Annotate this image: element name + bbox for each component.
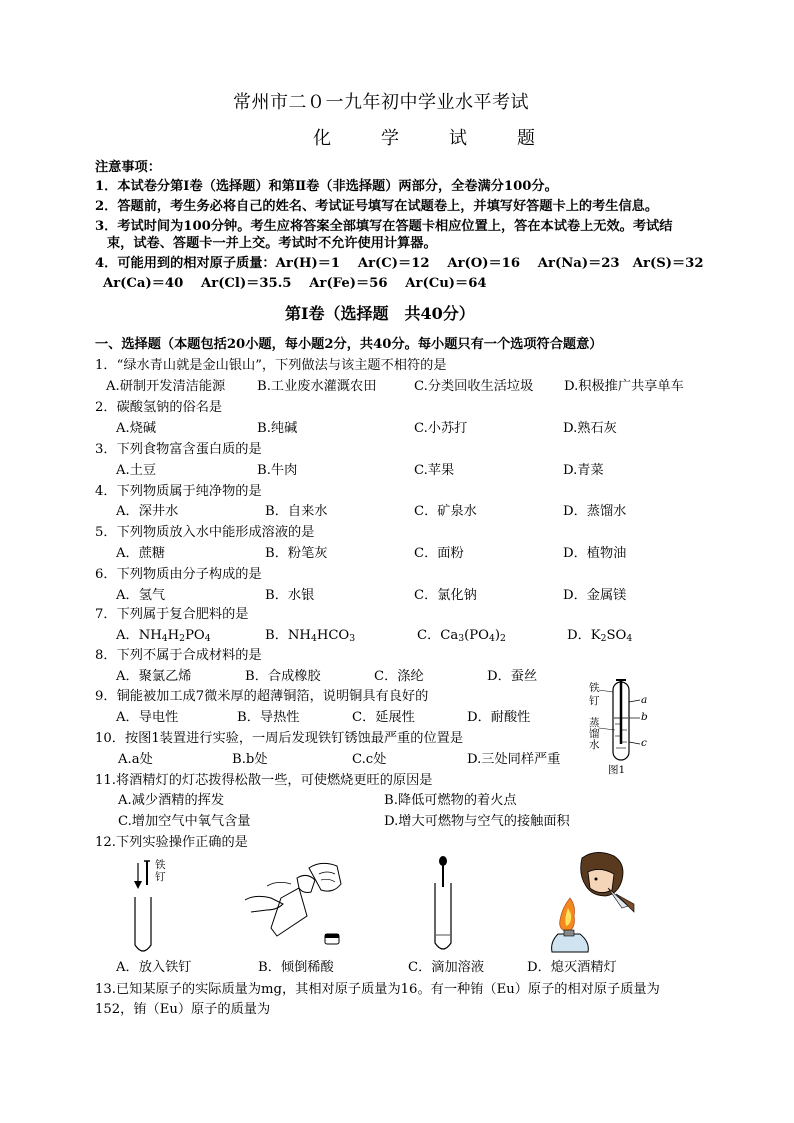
option: B.纯碱	[257, 421, 298, 436]
fig1-nail-label: 铁 钉	[589, 682, 600, 707]
option: C．氯化钠	[414, 588, 477, 603]
subtitle-char: 题	[517, 128, 535, 149]
exam-title: 常州市二０一九年初中学业水平考试	[233, 92, 529, 113]
option: A．氢气	[116, 588, 166, 603]
option: B．$NH_4HCO_3$	[265, 628, 356, 644]
question-stem: 10．按图1装置进行实验，一周后发现铁钉锈蚀最严重的位置是	[95, 731, 464, 746]
notes-heading: 注意事项：	[95, 160, 161, 175]
option: B.牛肉	[257, 463, 298, 478]
option: A．放入铁钉	[116, 960, 192, 975]
option: B．粉笔灰	[265, 546, 328, 561]
question-stem: 12.下列实验操作正确的是	[95, 835, 248, 850]
option: D.熟石灰	[563, 421, 617, 436]
option: D.积极推广共享单车	[564, 379, 684, 394]
option: C．涤纶	[374, 669, 424, 684]
option: A.a处	[118, 752, 153, 767]
option: C．延展性	[352, 710, 415, 725]
question-stem: 13.已知某原子的实际质量为mg，其相对原子质量为16。有一种铕（Eu）原子的相对原子质量为	[95, 982, 660, 997]
option: A.研制开发清洁能源	[106, 379, 226, 394]
option: A．导电性	[116, 710, 179, 725]
note-item: Ar(Ca)＝40 Ar(Cl)＝35.5 Ar(Fe)＝56 Ar(Cu)＝64	[103, 276, 487, 291]
option: C.分类回收生活垃圾	[414, 379, 534, 394]
option: C．滴加溶液	[408, 960, 485, 975]
option: B．自来水	[265, 504, 328, 519]
question-stem: 152，铕（Eu）原子的质量为	[95, 1002, 271, 1017]
option: D.三处同样严重	[467, 752, 561, 767]
question-stem: 8．下列不属于合成材料的是	[95, 648, 262, 663]
option: C．面粉	[414, 546, 464, 561]
subtitle-char: 化	[313, 128, 331, 149]
subtitle-char: 试	[449, 128, 467, 149]
option: B．倾倒稀酸	[258, 960, 334, 975]
option: C.苹果	[414, 463, 455, 478]
fig1-point-c: c	[641, 737, 647, 749]
option: A．$NH_4H_2PO_4$	[116, 628, 211, 644]
note-item: 3．考试时间为100分钟。考生应将答案全部填写在答题卡相应位置上，答在本试卷上无效。考试结	[95, 219, 673, 234]
option: D．植物油	[563, 546, 627, 561]
question-stem: 6．下列物质由分子构成的是	[95, 567, 262, 582]
option: D．金属镁	[563, 588, 627, 603]
question-stem: 4．下列物质属于纯净物的是	[95, 484, 262, 499]
fig1-point-b: b	[641, 711, 648, 723]
note-item: 2．答题前，考生务必将自己的姓名、考试证号填写在试题卷上，并填写好答题卡上的考生信息。	[95, 199, 659, 214]
fig12a-nail-label: 铁 钉	[155, 859, 166, 883]
question-stem: 5．下列物质放入水中能形成溶液的是	[95, 525, 315, 540]
option: D．蚕丝	[487, 669, 538, 684]
question-stem: 7．下列属于复合肥料的是	[95, 607, 249, 622]
fig1-point-a: a	[641, 694, 648, 706]
section-heading: 一、选择题（本题包括20小题，每小题2分，共40分。每小题只有一个选项符合题意）	[95, 337, 603, 352]
fig12b-pour-acid-illustration	[237, 858, 357, 948]
option: B.b处	[232, 752, 268, 767]
option: C.增加空气中氧气含量	[118, 814, 251, 829]
option: A.减少酒精的挥发	[118, 793, 225, 808]
option: C．$Ca_3(PO_4)_2$	[417, 628, 506, 644]
question-stem: 3．下列食物富含蛋白质的是	[95, 442, 262, 457]
fig12c-dropper-into-tube	[427, 855, 467, 955]
subtitle-char: 学	[381, 128, 399, 149]
question-stem: 1．“绿水青山就是金山银山”，下列做法与该主题不相符的是	[95, 358, 447, 373]
option: D．蒸馏水	[563, 504, 627, 519]
option: A．深井水	[116, 504, 179, 519]
note-item: 束，试卷、答题卡一并上交。考试时不允许使用计算器。	[107, 236, 437, 251]
option: C．矿泉水	[414, 504, 477, 519]
note-item: 1．本试卷分第Ⅰ卷（选择题）和第Ⅱ卷（非选择题）两部分，全卷满分100分。	[95, 179, 558, 194]
question-stem: 2．碳酸氢钠的俗名是	[95, 400, 223, 415]
option: A.烧碱	[116, 421, 157, 436]
option: B．合成橡胶	[245, 669, 321, 684]
option: D.青菜	[563, 463, 604, 478]
question-stem: 11.将酒精灯的灯芯拨得松散一些，可使燃烧更旺的原因是	[95, 773, 433, 788]
fig1-water-label: 蒸 馏 水	[589, 717, 600, 752]
note-item: 4．可能用到的相对原子质量：Ar(H)＝1 Ar(C)＝12 Ar(O)＝16 Ar(Na)＝23 Ar(S)＝32	[95, 256, 704, 271]
option: D．耐酸性	[467, 710, 531, 725]
option: D．$K_2SO_4$	[567, 628, 633, 644]
option: A．蔗糖	[116, 546, 166, 561]
exam-subtitle	[313, 128, 535, 150]
option: B.降低可燃物的着火点	[384, 793, 517, 808]
option: C.小苏打	[414, 421, 468, 436]
option: D．熄灭酒精灯	[527, 960, 617, 975]
part1-title: 第Ⅰ卷（选择题 共40分）	[285, 304, 475, 323]
fig1-caption: 图1	[608, 764, 626, 776]
option: B.工业废水灌溉农田	[257, 379, 377, 394]
option: B．水银	[265, 588, 315, 603]
option: B．导热性	[237, 710, 300, 725]
option: A.土豆	[116, 463, 157, 478]
fig12d-blow-out-lamp	[530, 848, 640, 960]
question-stem: 9．铜能被加工成7微米厚的超薄铜箔，说明铜具有良好的	[95, 689, 429, 704]
option: D.增大可燃物与空气的接触面积	[384, 814, 570, 829]
option: A．聚氯乙烯	[116, 669, 192, 684]
option: C.c处	[352, 752, 387, 767]
